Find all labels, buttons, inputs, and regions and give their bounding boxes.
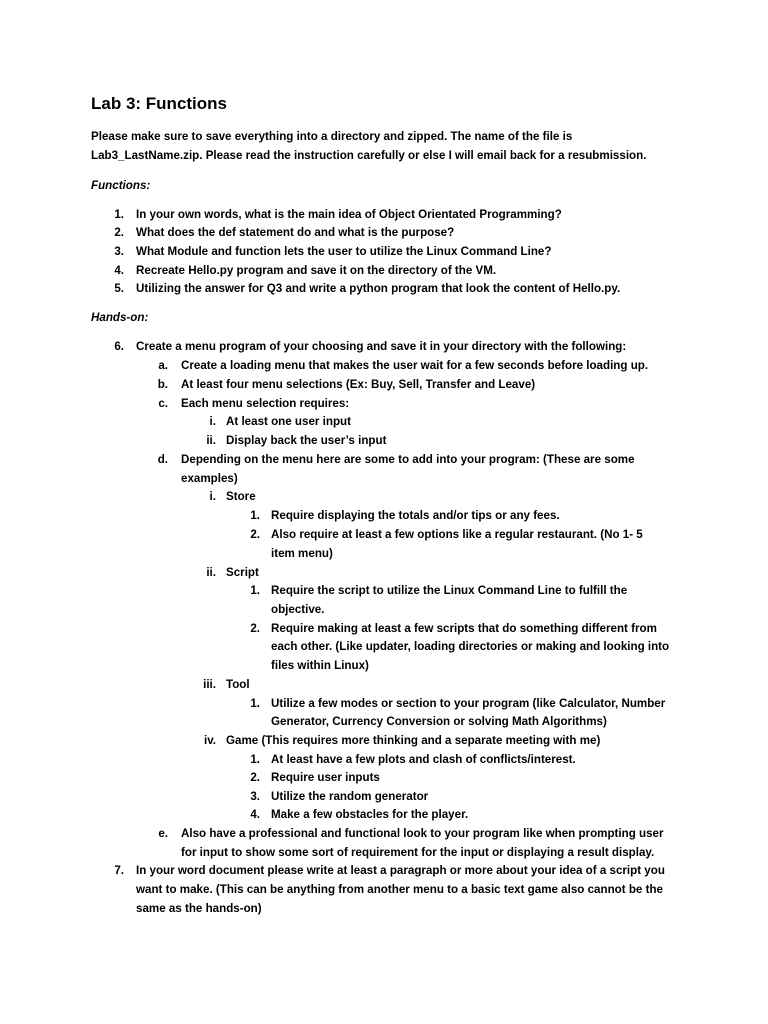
detail-number: 1.: [250, 584, 260, 597]
category-game: Game (This requires more thinking and a separate meeting with me): [226, 734, 601, 747]
roman-text: Display back the user’s input: [226, 434, 387, 447]
detail-text: Utilize the random generator: [271, 790, 429, 803]
question-text: In your own words, what is the main idea of Object Orientated Programming?: [136, 208, 562, 221]
question-text: What Module and function lets the user to utilize the Linux Command Line?: [136, 245, 552, 258]
question-text-cont: want to make. (This can be anything from another menu to a basic text game also cannot be the: [136, 883, 663, 896]
detail-text-cont: objective.: [271, 603, 325, 616]
question-number: 4.: [114, 264, 124, 277]
detail-text: Require making at least a few scripts that do something different from: [271, 622, 657, 635]
page-title: Lab 3: Functions: [91, 94, 227, 113]
detail-text-cont: Generator, Currency Conversion or solving Math Algorithms): [271, 715, 607, 728]
detail-text: Require displaying the totals and/or tips or any fees.: [271, 509, 560, 522]
sub-item-label: e.: [158, 827, 168, 840]
sub-item-label: d.: [157, 453, 168, 466]
detail-number: 2.: [250, 771, 260, 784]
roman-label: iv.: [203, 734, 216, 747]
question-text: In your word document please write at least a paragraph or more about your idea of a script you: [136, 864, 665, 877]
sub-item-label: a.: [158, 359, 168, 372]
category-script: Script: [226, 566, 259, 579]
detail-number: 1.: [250, 753, 260, 766]
detail-text: At least have a few plots and clash of conflicts/interest.: [271, 753, 576, 766]
detail-text: Make a few obstacles for the player.: [271, 808, 469, 821]
sub-item-label: b.: [157, 378, 168, 391]
detail-number: 1.: [250, 509, 260, 522]
roman-label: i.: [209, 415, 216, 428]
detail-text: Utilize a few modes or section to your program (like Calculator, Number: [271, 697, 666, 710]
sub-item-text: Create a loading menu that makes the user wait for a few seconds before loading up.: [181, 359, 649, 372]
detail-number: 1.: [250, 697, 260, 710]
intro-line-2: [91, 147, 646, 166]
question-number: 5.: [114, 282, 124, 295]
roman-label: ii.: [206, 434, 216, 447]
sub-item-text-cont: examples): [181, 472, 238, 485]
handson-heading: Hands-on:: [91, 311, 149, 324]
intro-line-2-rest: . Please read the instruction carefully or else I will email back for a resubmission.: [199, 149, 647, 162]
question-number: 7.: [114, 864, 124, 877]
filename-text: Lab3_LastName.zip: [91, 149, 200, 162]
detail-text: Require user inputs: [271, 771, 380, 784]
detail-text: Require the script to utilize the Linux Command Line to fulfill the: [271, 584, 628, 597]
intro-line-1: Please make sure to save everything into a directory and zipped. The name of the file is: [91, 130, 573, 143]
question-text: Recreate Hello.py program and save it on the directory of the VM.: [136, 264, 497, 277]
sub-item-label: c.: [158, 397, 168, 410]
detail-number: 4.: [250, 808, 260, 821]
detail-number: 2.: [250, 528, 260, 541]
sub-item-text: Also have a professional and functional look to your program like when prompting user: [181, 827, 664, 840]
category-tool: Tool: [226, 678, 250, 691]
roman-label: i.: [209, 490, 216, 503]
question-number: 2.: [114, 226, 124, 239]
detail-text: Also require at least a few options like a regular restaurant. (No 1- 5: [271, 528, 643, 541]
detail-number: 2.: [250, 622, 260, 635]
functions-heading: Functions:: [91, 179, 151, 192]
sub-item-text-cont: for input to show some sort of requirement for the input or displaying a result display.: [181, 846, 655, 859]
question-text: Utilizing the answer for Q3 and write a python program that look the content of Hello.py.: [136, 282, 621, 295]
detail-text-cont: each other. (Like updater, loading directories or making and looking into: [271, 640, 670, 653]
sub-item-text: At least four menu selections (Ex: Buy, Sell, Transfer and Leave): [181, 378, 536, 391]
question-text-cont: same as the hands-on): [136, 902, 262, 915]
roman-label: ii.: [206, 566, 216, 579]
question-number: 6.: [114, 340, 124, 353]
question-number: 3.: [114, 245, 124, 258]
sub-item-text: Depending on the menu here are some to add into your program: (These are some: [181, 453, 635, 466]
detail-text-cont: files within Linux): [271, 659, 369, 672]
detail-text-cont: item menu): [271, 547, 333, 560]
sub-item-text: Each menu selection requires:: [181, 397, 350, 410]
question-text: What does the def statement do and what is the purpose?: [136, 226, 455, 239]
question-number: 1.: [114, 208, 124, 221]
category-store: Store: [226, 490, 256, 503]
roman-text: At least one user input: [226, 415, 351, 428]
roman-label: iii.: [203, 678, 216, 691]
detail-number: 3.: [250, 790, 260, 803]
question-text: Create a menu program of your choosing and save it in your directory with the following:: [136, 340, 627, 353]
